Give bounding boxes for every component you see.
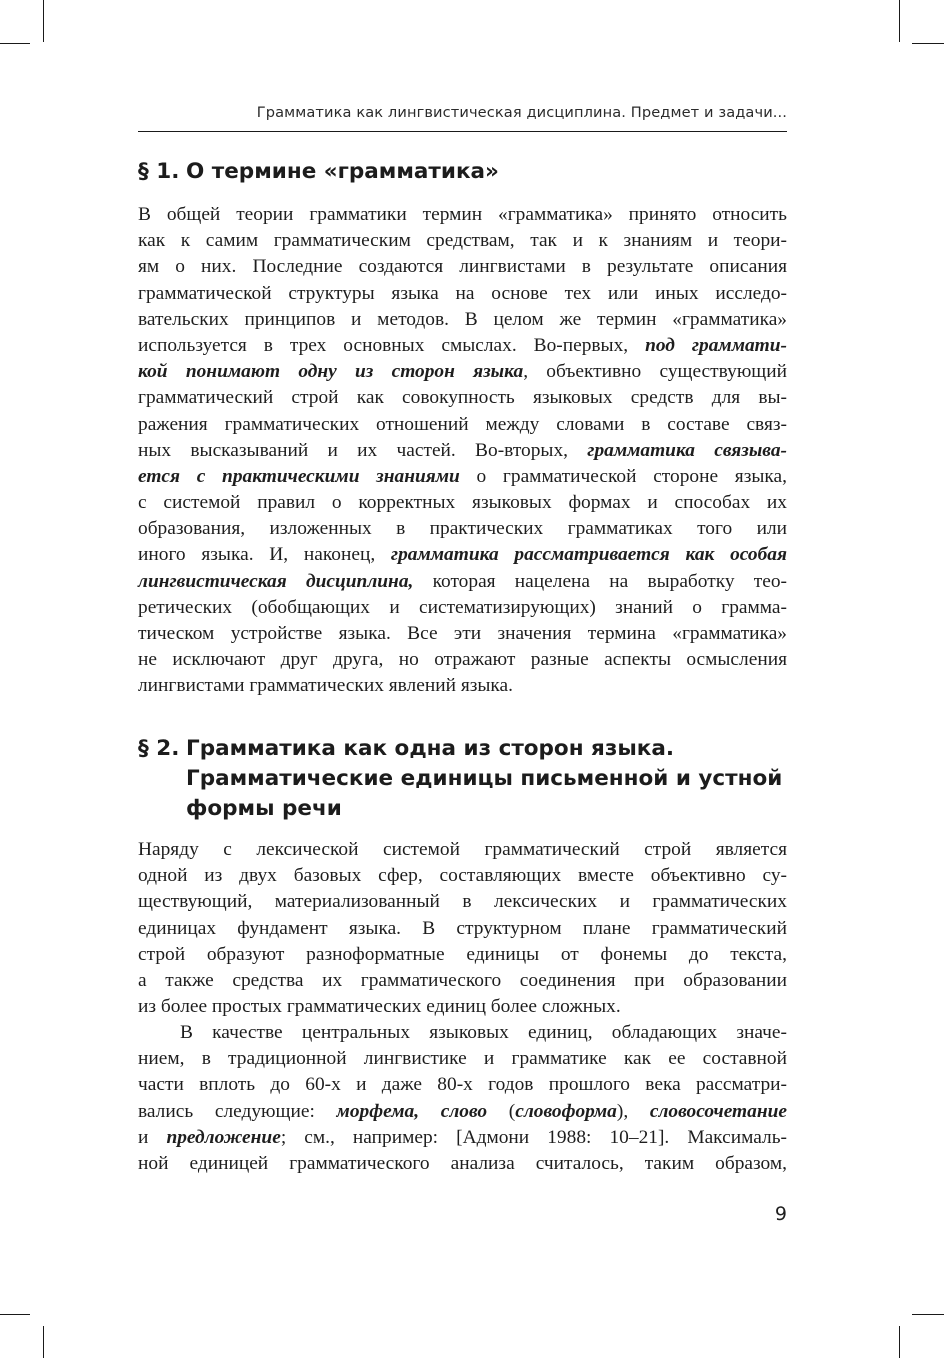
emphasis: словосочетание	[649, 1100, 787, 1122]
emphasis: под граммати-	[645, 334, 788, 356]
emphasis: грамматика связыва-	[587, 439, 787, 461]
crop-mark	[912, 1314, 944, 1315]
text-line	[138, 1125, 787, 1151]
paragraph-3	[138, 1020, 787, 1177]
crop-mark	[43, 1326, 44, 1358]
text-line: ретических (обобщающих и систематизирующих) знаний о грамма-	[138, 596, 787, 618]
crop-mark	[0, 43, 30, 44]
text-run: которая нацелена на выработку тео-	[413, 570, 788, 592]
text-run: , объективно существующий	[523, 361, 787, 383]
text-line: образования, изложенных в практических грамматиках того или	[138, 518, 787, 540]
emphasis: кой понимают одну из сторон языка	[138, 361, 524, 383]
text-line: тическом устройстве языка. Все эти значения термина «грамматика»	[138, 623, 787, 644]
emphasis: лингвистическая дисциплина,	[138, 570, 414, 592]
text-run: иного языка. И, наконец,	[138, 544, 391, 566]
text-line	[138, 333, 787, 359]
text-line	[138, 359, 787, 385]
text-line: части вплоть до 60-х и даже 80-х годов прошлого века рассматри-	[138, 1074, 787, 1096]
header-rule	[138, 131, 787, 132]
text-run: ных высказываний и их частей. Во-вторых,	[138, 439, 588, 461]
text-line: вательских принципов и методов. В целом же термин «грамматика»	[138, 308, 787, 330]
text-line: нием, в традиционной лингвистике и грамматике как ее составной	[138, 1048, 787, 1070]
text-run: используется в трех основных смыслах. Во-первых,	[138, 334, 646, 356]
emphasis: предложение	[166, 1126, 281, 1148]
emphasis: морфема, слово	[336, 1100, 488, 1122]
paragraph-1	[138, 202, 787, 700]
crop-mark	[43, 0, 44, 42]
text-line: грамматический строй как совокупность языковых средств для вы-	[138, 387, 787, 409]
text-line	[138, 542, 787, 568]
section-number: § 2.	[138, 736, 180, 761]
text-line: не исключают друг друга, но отражают разные аспекты осмысления	[138, 649, 787, 671]
text-line	[138, 438, 787, 464]
text-line: а также средства их грамматического соединения при образовании	[138, 969, 787, 991]
text-line: лингвистами грамматических явлений языка.	[138, 675, 514, 697]
text-line: с системой правил о корректных языковых формах и способах их	[138, 492, 787, 514]
text-run: о грамматической стороне языка,	[459, 465, 787, 487]
text-line: ям о них. Последние создаются лингвистами в результате описания	[138, 256, 787, 278]
text-line: ражения грамматических отношений между словами в составе связ-	[138, 413, 787, 435]
section-title-line: формы речи	[186, 796, 342, 821]
text-line: ной единицей грамматического анализа считалось, таким образом,	[138, 1152, 787, 1174]
text-line: строй образуют разноформатные единицы от фонемы до текста,	[138, 943, 787, 965]
emphasis: грамматика рассматривается как особая	[390, 544, 787, 566]
section-2-heading	[138, 734, 798, 824]
running-head: Грамматика как лингвистическая дисциплина. Предмет и задачи...	[256, 104, 787, 121]
text-run: и	[138, 1126, 167, 1148]
text-line: как к самим грамматическим средствам, так и к знаниям и теори-	[138, 230, 787, 252]
crop-mark	[0, 1314, 30, 1315]
text-line: В качестве центральных языковых единиц, обладающих значе-	[180, 1022, 787, 1043]
text-line: Наряду с лексической системой грамматический строй является	[138, 839, 787, 860]
section-1-heading	[138, 157, 798, 186]
section-title-line: Грамматика как одна из сторон языка.	[186, 736, 675, 761]
text-run: ),	[616, 1100, 650, 1122]
text-line	[138, 569, 787, 595]
section-title-line: Грамматические единицы письменной и устной	[186, 766, 783, 791]
emphasis: словоформа	[515, 1100, 617, 1122]
paragraph-2	[138, 837, 787, 1020]
text-run: (	[487, 1100, 516, 1122]
text-line: одной из двух базовых сфер, составляющих вместе объективно су-	[138, 865, 787, 887]
crop-mark	[912, 43, 944, 44]
text-run: ; см., например: [Адмони 1988: 10–21]. Максималь-	[280, 1126, 787, 1148]
crop-mark	[899, 1326, 900, 1358]
section-number: § 1.	[138, 159, 180, 184]
section-title	[186, 734, 798, 824]
text-line: В общей теории грамматики термин «грамматика» принято относить	[138, 204, 787, 225]
page-number: 9	[774, 1203, 787, 1225]
text-line: из более простых грамматических единиц более сложных.	[138, 996, 621, 1018]
text-line: грамматической структуры языка на основе тех или иных исследо-	[138, 282, 787, 304]
text-line: единицах фундамент языка. В структурном плане грамматический	[138, 917, 787, 939]
crop-mark	[899, 0, 900, 42]
emphasis: ется с практическими знаниями	[138, 465, 460, 487]
text-line	[138, 464, 787, 490]
text-line: ществующий, материализованный в лексических и грамматических	[138, 891, 787, 913]
text-line	[138, 1099, 787, 1125]
text-run: вались следующие:	[138, 1100, 337, 1122]
section-title: О термине «грамматика»	[186, 159, 499, 184]
